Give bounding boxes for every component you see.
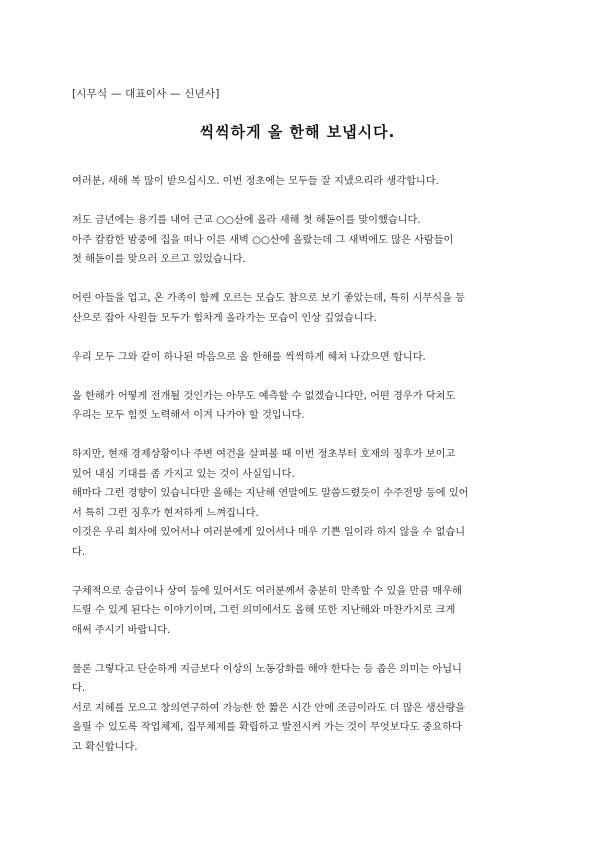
paragraph bbox=[72, 289, 527, 328]
text-line: 아주 캄캄한 밤중에 집을 떠나 이른 새벽 ○○산에 올랐는데 그 새벽에도 많은 사람들이 bbox=[72, 234, 454, 246]
paragraph bbox=[72, 660, 527, 758]
text-line: 서 특히 그런 징후가 현저하게 느껴집니다. bbox=[72, 507, 259, 519]
paragraph bbox=[72, 172, 527, 192]
text-line: 구체적으로 승급이나 상여 등에 있어서도 여러분께서 충분히 만족할 수 있을 만큼 매우해 bbox=[72, 585, 462, 597]
text-line: 우리는 모두 힘껏 노력해서 이겨 나가야 할 것입니다. bbox=[72, 410, 305, 421]
text-line: 저도 금년에는 용기를 내어 근교 ○○산에 올라 새해 첫 해돋이를 맞이했습니다. bbox=[72, 215, 421, 226]
paragraph bbox=[72, 445, 527, 562]
text-line: 올릴 수 있도록 작업체제, 집무체제를 확립하고 발전시켜 가는 것이 무엇보다도 중요하다 bbox=[72, 722, 462, 733]
text-line: 다. bbox=[72, 683, 86, 694]
paragraph bbox=[72, 348, 527, 368]
text-line: 산으로 잡아 사원들 모두가 힘차게 올라가는 모습이 인상 깊었습니다. bbox=[72, 312, 377, 324]
text-line: 어린 아들을 업고, 온 가족이 함께 오르는 모습도 참으로 보기 좋았는데, 특히 시무식을 등 bbox=[72, 293, 466, 304]
paragraph bbox=[72, 387, 527, 426]
text-line: 해마다 그런 경향이 있습니다만 올해는 지난해 연말에도 말씀드렸듯이 수주전망 등에 있어 bbox=[72, 488, 469, 499]
paragraph bbox=[72, 211, 527, 270]
text-line: 애써 주시기 바랍니다. bbox=[72, 624, 171, 636]
text-line: 이것은 우리 회사에 있어서나 여러분에게 있어서나 매우 기쁜 일이라 하지 않을 수 없습니 bbox=[72, 527, 466, 538]
text-line: 드릴 수 있게 된다는 이야기이며, 그런 의미에서도 올해 또한 지난해와 마찬가지로 크게 bbox=[72, 605, 456, 616]
document-body bbox=[72, 172, 527, 777]
text-line: 여러분, 새해 복 많이 받으십시오. 이번 정초에는 모두들 잘 지냈으리라 생각합니다. bbox=[72, 176, 439, 187]
paragraph bbox=[72, 582, 527, 641]
document-title: 씩씩하게 올 한해 보냅시다. bbox=[199, 123, 396, 141]
text-line: 올 한해가 어떻게 전개될 것인가는 아무도 예측할 수 없겠습니다만, 어떤 경우가 닥쳐도 bbox=[72, 390, 456, 402]
text-line: 첫 해돋이를 맞으러 오르고 있었습니다. bbox=[72, 254, 246, 265]
text-line: 우리 모두 그와 같이 하나된 마음으로 올 한해를 씩씩하게 헤쳐 나갔으면 합니다. bbox=[72, 351, 426, 363]
document-header: [시무식 — 대표이사 — 신년사] bbox=[72, 88, 220, 100]
text-line: 하지만, 현재 경제상황이나 주변 여건을 살펴볼 때 이번 정초부터 호재의 징후가 보이고 bbox=[72, 449, 456, 460]
text-line: 서로 지혜를 모으고 창의연구하여 가능한 한 짧은 시간 안에 조금이라도 더 많은 생산량을 bbox=[72, 702, 466, 714]
text-line: 다. bbox=[72, 546, 86, 558]
text-line: 고 확신합니다. bbox=[72, 741, 138, 753]
text-line: 물론 그렇다고 단순하게 지금보다 이상의 노동강화를 해야 한다는 등 좁은 의미는 아닙니 bbox=[72, 663, 462, 675]
text-line: 있어 내심 기대를 좀 가지고 있는 것이 사실입니다. bbox=[72, 468, 295, 480]
